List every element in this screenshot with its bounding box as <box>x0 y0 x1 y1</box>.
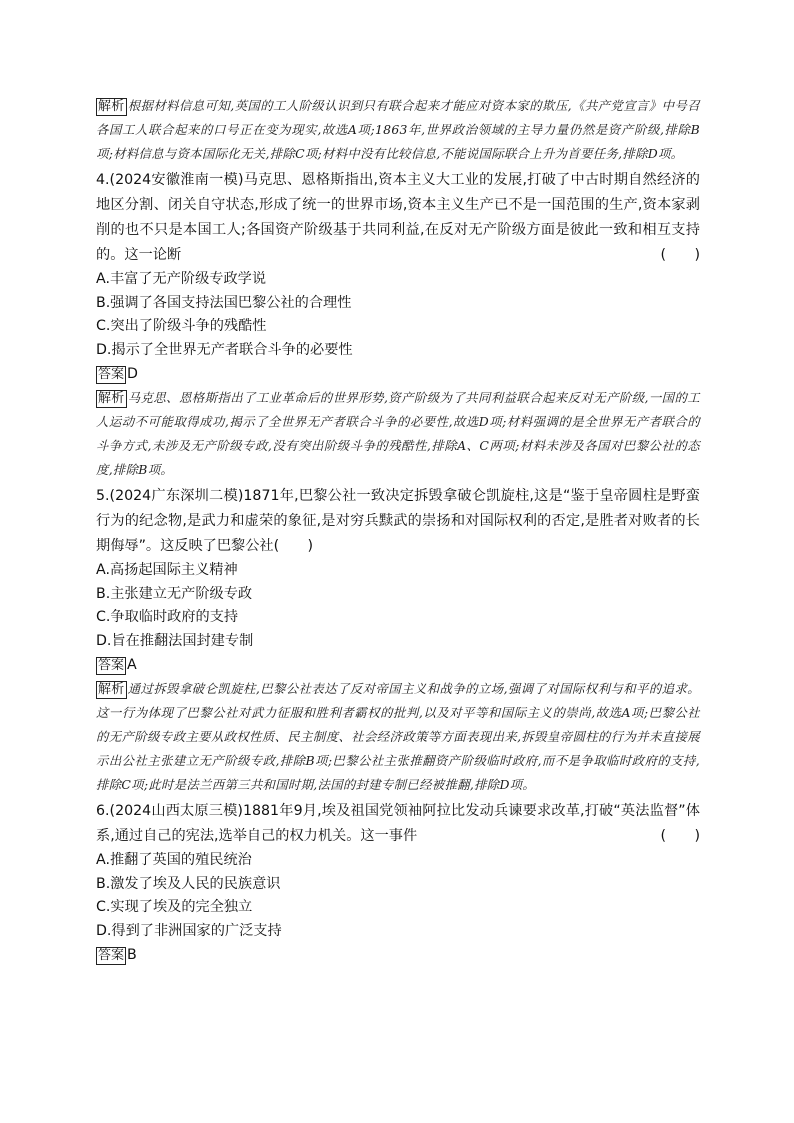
analysis-tag: 解析 <box>98 99 125 114</box>
answer-tag: 答案 <box>98 367 125 382</box>
question-number: 6. <box>96 803 110 819</box>
option-b: B.激发了埃及人民的民族意识 <box>96 875 281 892</box>
question-text: (2024安徽淮南一模)马克思、恩格斯指出,资本主义大工业的发展,打破了中古时期自然经济的地区分割、闭关自守状态,形成了统一的世界市场,资本主义生产已不是一国范围的生产,资本家剥削的也不只是本国工人;各国资产阶级基于共同利益,在反对无产阶级方面是彼此一致和相互支持的。这一论断 <box>96 172 700 263</box>
question-4-stem <box>96 168 700 268</box>
analysis-text: 通过拆毁拿破仑凯旋柱,巴黎公社表达了反对帝国主义和战争的立场,强调了对国际权利与和平的追求。这一行为体现了巴黎公社对武力征服和胜利者霸权的批判,以及对平等和国际主义的崇尚,故选A项;巴黎公社的无产阶级专政主要从政权性质、民主制度、社会经济政策等方面表现出来,拆毁皇帝圆柱的行为并未直接展示出公社主张建立无产阶级专政,排除B项;巴黎公社主张推翻资产阶级临时政府,而不是争取临时政府的支持,排除C项;此时是法兰西第三共和国时期,法国的封建专制已经被推翻,排除D项。 <box>96 681 700 792</box>
question-text: (2024广东深圳二模)1871年,巴黎公社一致决定拆毁拿破仑凯旋柱,这是“鉴于皇帝圆柱是野蛮行为的纪念物,是武力和虚荣的象征,是对穷兵黩武的崇扬和对国际权利的否定,是胜者对败者的长期侮辱”。这反映了巴黎公社( ) <box>96 488 700 554</box>
answer-blank: ( ) <box>660 828 700 844</box>
question-5-stem <box>96 484 700 559</box>
analysis-tag: 解析 <box>98 391 125 406</box>
analysis-paragraph <box>96 386 700 482</box>
answer-line <box>96 653 700 677</box>
answer-value: D <box>127 366 138 382</box>
answer-line <box>96 362 700 386</box>
question-6-stem <box>96 799 700 849</box>
option-a: A.推翻了英国的殖民统治 <box>96 852 252 868</box>
analysis-text: 马克思、恩格斯指出了工业革命后的世界形势,资产阶级为了共同利益联合起来反对无产阶级,一国的工人运动不可能取得成功,揭示了全世界无产者联合斗争的必要性,故选D项;材料强调的是全世界无产者联合的斗争方式,未涉及无产阶级专政,没有突出阶级斗争的残酷性,排除A、C两项;材料未涉及各国对巴黎公社的态度,排除B项。 <box>96 390 700 477</box>
answer-blank: ( ) <box>660 247 700 263</box>
document-page <box>96 94 700 967</box>
option-b: B.主张建立无产阶级专政 <box>96 585 253 602</box>
analysis-tag: 解析 <box>98 682 125 697</box>
question-number: 5. <box>96 488 110 504</box>
option-a: A.高扬起国际主义精神 <box>96 562 238 578</box>
option-c: C.实现了埃及的完全独立 <box>96 899 253 915</box>
question-number: 4. <box>96 172 110 188</box>
option-d: D.得到了非洲国家的广泛支持 <box>96 922 282 939</box>
answer-line <box>96 943 700 967</box>
analysis-paragraph <box>96 677 700 797</box>
option-a: A.丰富了无产阶级专政学说 <box>96 271 267 287</box>
question-text: (2024山西太原三模)1881年9月,埃及祖国党领袖阿拉比发动兵谏要求改革,打破“英法监督”体系,通过自己的宪法,选举自己的权力机关。这一事件 <box>96 803 700 844</box>
analysis-text: 根据材料信息可知,英国的工人阶级认识到只有联合起来才能应对资本家的欺压,《共产党宣言》中号召各国工人联合起来的口号正在变为现实,故选A项;1863年,世界政治领域的主导力量仍然是资产阶级,排除B项;材料信息与资本国际化无关,排除C项;材料中没有比较信息,不能说国际联合上升为首要任务,排除D项。 <box>96 98 700 161</box>
option-c: C.突出了阶级斗争的残酷性 <box>96 318 267 334</box>
answer-tag: 答案 <box>98 948 125 963</box>
analysis-paragraph <box>96 94 700 166</box>
answer-value: A <box>127 657 137 673</box>
option-b: B.强调了各国支持法国巴黎公社的合理性 <box>96 294 352 311</box>
answer-tag: 答案 <box>98 658 125 673</box>
answer-value: B <box>127 947 137 963</box>
option-d: D.旨在推翻法国封建专制 <box>96 632 254 649</box>
option-d: D.揭示了全世界无产者联合斗争的必要性 <box>96 341 353 358</box>
option-c: C.争取临时政府的支持 <box>96 609 239 625</box>
